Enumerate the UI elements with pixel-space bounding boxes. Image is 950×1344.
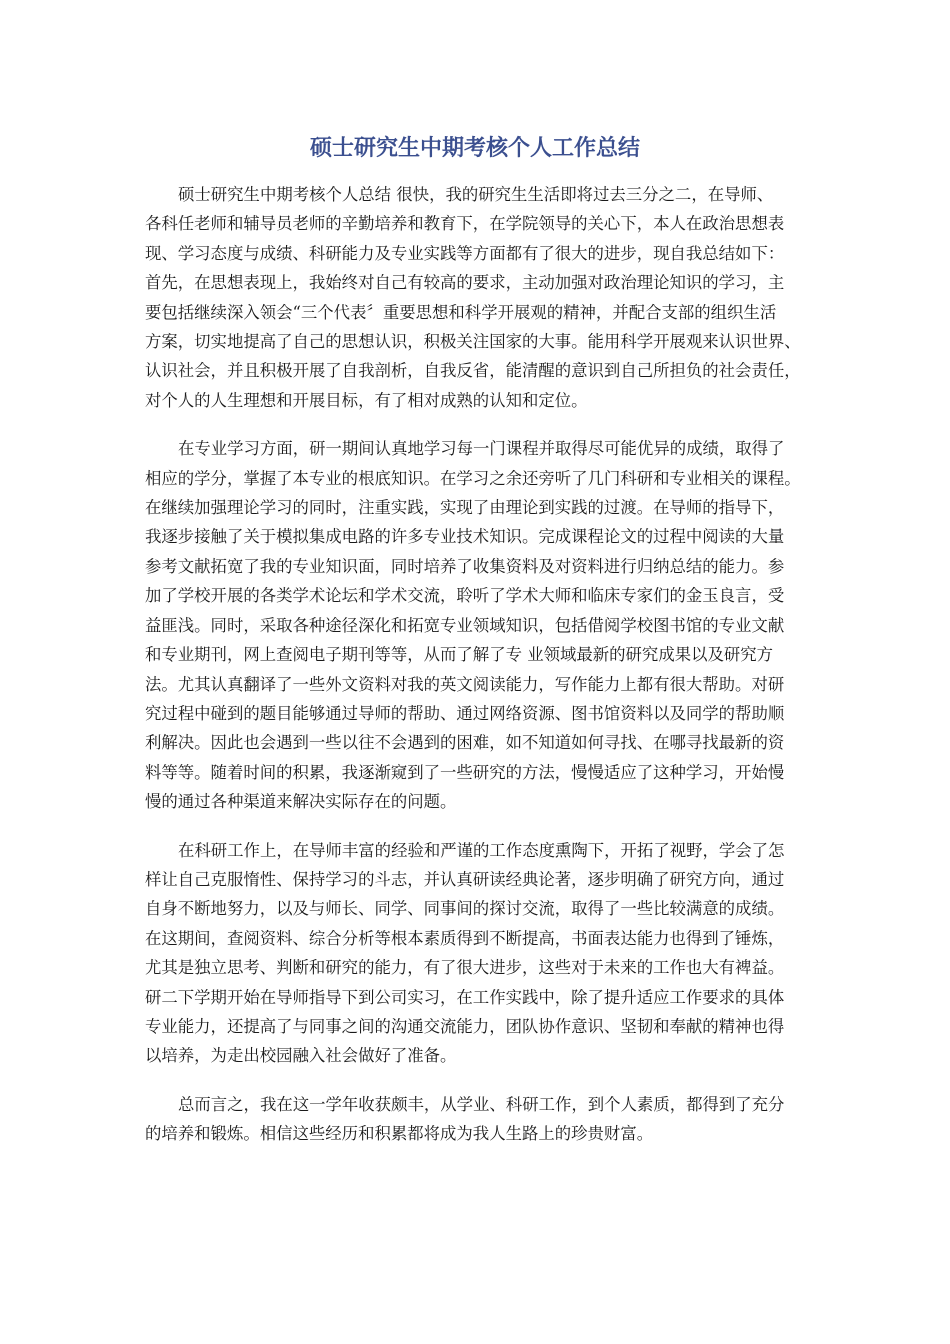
text-line: 在科研工作上，在导师丰富的经验和严谨的工作态度熏陶下，开拓了视野，学会了怎 [178, 840, 785, 860]
text-line: 加了学校开展的各类学术论坛和学术交流，聆听了学术大师和临床专家们的金玉良言，受 [145, 586, 785, 606]
text-line: 自身不断地努力，以及与师长、同学、同事间的探讨交流，取得了一些比较满意的成绩。 [145, 899, 785, 919]
paragraph-research [145, 836, 805, 1071]
text-line: 参考文献拓宽了我的专业知识面，同时培养了收集资料及对资料进行归纳总结的能力。参 [145, 556, 785, 576]
text-line: 研二下学期开始在导师指导下到公司实习，在工作实践中，除了提升适应工作要求的具体 [145, 987, 785, 1007]
paragraph-study [145, 434, 805, 816]
text-line: 要包括继续深入领会“三个代表〞重要思想和科学开展观的精神，并配合支部的组织生活 [145, 302, 777, 322]
text-line: 利解决。因此也会遇到一些以往不会遇到的困难，如不知道如何寻找、在哪寻找最新的资 [145, 733, 785, 753]
text-line: 在这期间，查阅资料、综合分析等根本素质得到不断提高，书面表达能力也得到了锤炼， [145, 928, 785, 948]
text-line: 样让自己克服惰性、保持学习的斗志，并认真研读经典论著，逐步明确了研究方向，通过 [145, 869, 785, 889]
text-line: 益匪浅。同时，采取各种途径深化和拓宽专业领域知识，包括借阅学校图书馆的专业文献 [145, 615, 785, 635]
text-line: 专业能力，还提高了与同事之间的沟通交流能力，团队协作意识、坚韧和奉献的精神也得 [145, 1016, 785, 1036]
text-line: 在专业学习方面，研一期间认真地学习每一门课程并取得尽可能优异的成绩，取得了 [178, 439, 785, 459]
text-line: 硕士研究生中期考核个人总结 很快，我的研究生生活即将过去三分之二，在导师、 [178, 185, 774, 204]
text-line: 方案，切实地提高了自己的思想认识，积极关注国家的大事。能用科学开展观来认识世界、 [145, 332, 801, 352]
text-line: 首先，在思想表现上，我始终对自己有较高的要求，主动加强对政治理论知识的学习，主 [145, 273, 785, 293]
text-line: 总而言之，我在这一学年收获颇丰，从学业、科研工作，到个人素质，都得到了充分 [178, 1094, 785, 1114]
text-line: 的培养和锻炼。相信这些经历和积累都将成为我人生路上的珍贵财富。 [145, 1124, 654, 1144]
document-title: 硕士研究生中期考核个人工作总结 [309, 136, 640, 161]
text-line: 法。尤其认真翻译了一些外文资料对我的英文阅读能力，写作能力上都有很大帮助。对研 [145, 674, 785, 694]
text-line: 现、学习态度与成绩、科研能力及专业实践等方面都有了很大的进步，现自我总结如下： [145, 243, 785, 263]
text-line: 各科任老师和辅导员老师的辛勤培养和教育下，在学院领导的关心下，本人在政治思想表 [145, 214, 785, 234]
text-line: 和专业期刊，网上查阅电子期刊等等，从而了解了专 业领域最新的研究成果以及研究方 [145, 645, 774, 665]
text-line: 慢的通过各种渠道来解决实际存在的问题。 [145, 792, 457, 812]
text-line: 对个人的人生理想和开展目标，有了相对成熟的认知和定位。 [145, 390, 588, 410]
text-line: 究过程中碰到的题目能够通过导师的帮助、通过网络资源、图书馆资料以及同学的帮助顺 [145, 703, 785, 723]
text-line: 相应的学分，掌握了本专业的根底知识。在学习之余还旁听了几门科研和专业相关的课程。 [145, 468, 801, 488]
paragraph-intro [145, 180, 805, 415]
paragraph-conclusion [145, 1090, 805, 1149]
text-line: 在继续加强理论学习的同时，注重实践，实现了由理论到实践的过渡。在导师的指导下， [145, 498, 785, 518]
text-line: 以培养，为走出校园融入社会做好了准备。 [145, 1046, 457, 1066]
text-line: 认识社会，并且积极开展了自我剖析，自我反省，能清醒的意识到自己所担负的社会责任， [145, 361, 801, 381]
text-line: 我逐步接触了关于模拟集成电路的许多专业技术知识。完成课程论文的过程中阅读的大量 [145, 527, 785, 547]
text-line: 尤其是独立思考、判断和研究的能力，有了很大进步，这些对于未来的工作也大有裨益。 [145, 958, 785, 978]
text-line: 料等等。随着时间的积累，我逐渐窥到了一些研究的方法，慢慢适应了这种学习，开始慢 [145, 762, 785, 782]
document-body [145, 180, 805, 1168]
